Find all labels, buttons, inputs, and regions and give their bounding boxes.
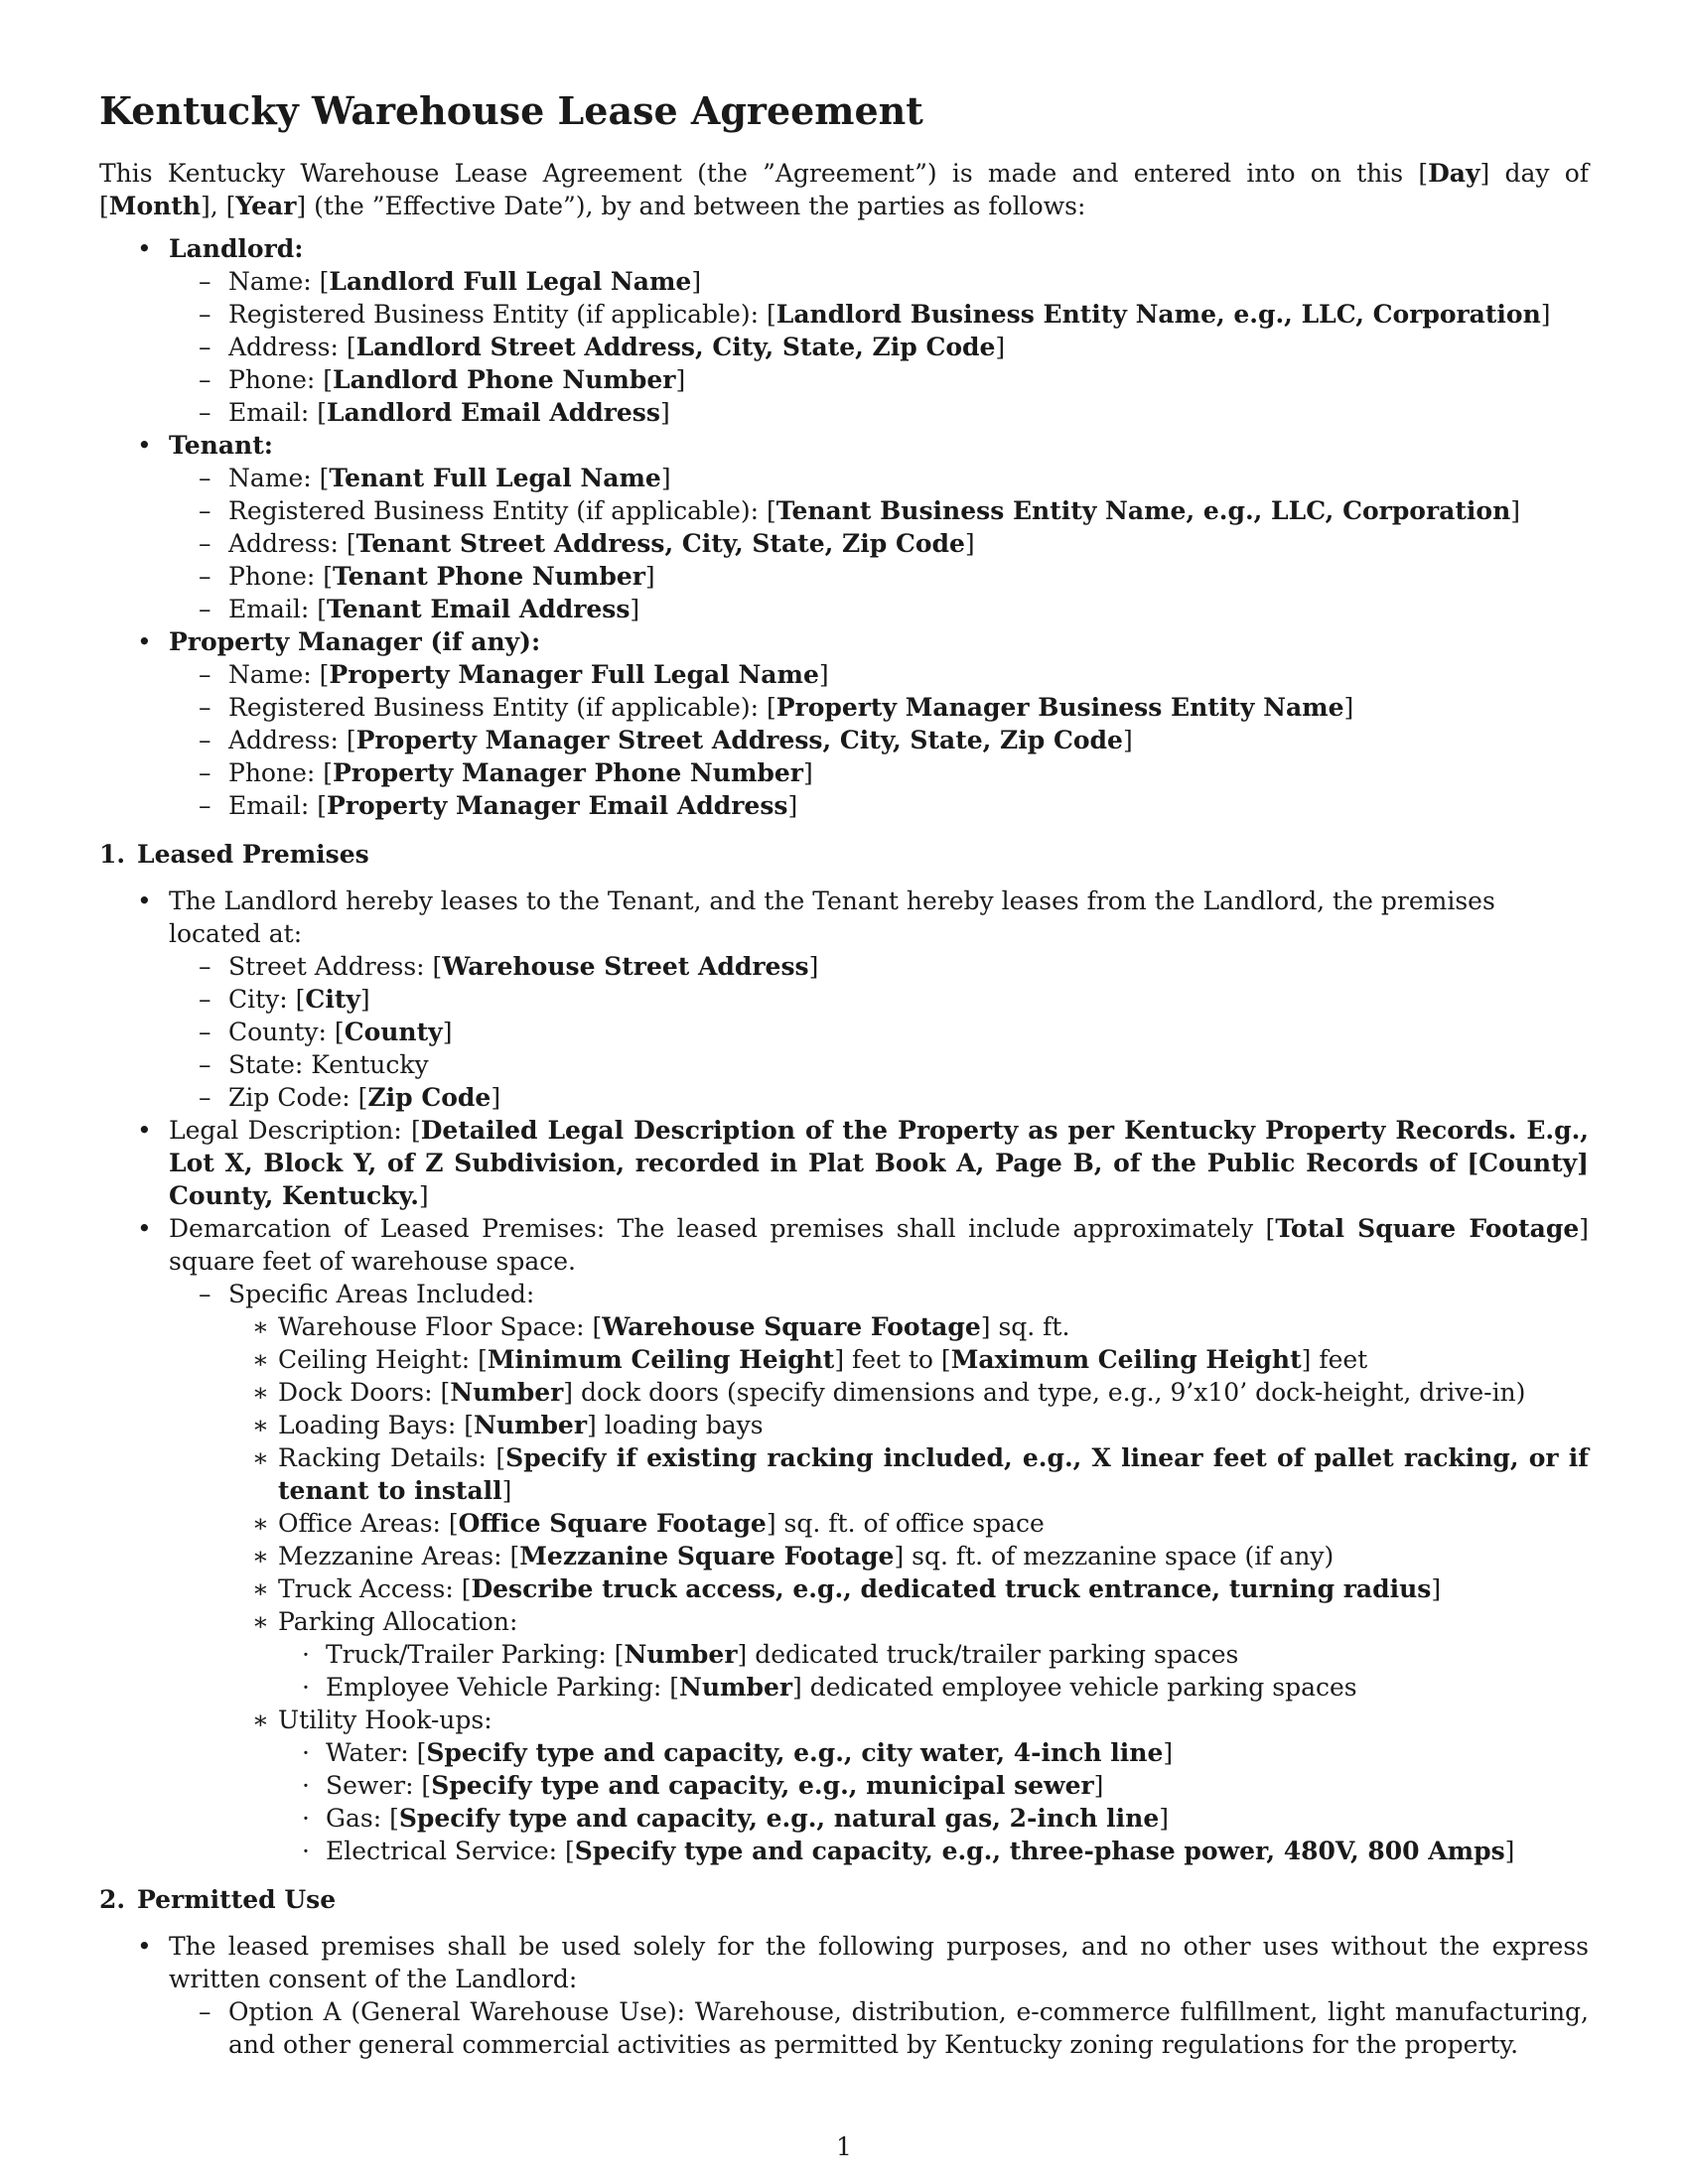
section-1-heading (99, 838, 1589, 871)
premises-address-list (169, 950, 1589, 1114)
field-label: Truck/Trailer Parking: [ (326, 1640, 625, 1669)
tenant-email (169, 593, 1589, 625)
dash-marker: – (199, 365, 211, 394)
electrical-service (278, 1835, 1589, 1867)
bracket: ] (964, 529, 975, 558)
dash-marker: – (199, 758, 211, 787)
bracket: ] (418, 1181, 429, 1210)
field-label: Dock Doors: [ (278, 1378, 451, 1407)
dash-marker: – (199, 952, 211, 981)
tenant-item (99, 429, 1589, 625)
field-label: Registered Business Entity (if applicable): [ (228, 300, 776, 329)
section-number: 1. (99, 840, 126, 869)
field-placeholder: Specify type and capacity, e.g., city water, 4-inch line (426, 1738, 1164, 1767)
field-label: Office Areas: [ (278, 1509, 459, 1538)
gas (278, 1802, 1589, 1835)
street-address (169, 950, 1589, 983)
permitted-use-text: The leased premises shall be used solely for the following purposes, and no other uses without the express written consent of the Landlord: (169, 1932, 1589, 1993)
page-number: 1 (836, 2132, 852, 2161)
bullet-marker: • (137, 887, 152, 915)
bracket: ] (1431, 1574, 1442, 1603)
bracket: ] (818, 660, 829, 689)
star-marker: ∗ (252, 1509, 269, 1538)
dash-marker: – (199, 1997, 211, 2026)
star-marker: ∗ (252, 1411, 269, 1439)
field-label: Loading Bays: [ (278, 1411, 474, 1439)
demarcation-item (99, 1212, 1589, 1867)
permitted-use-item (99, 1930, 1589, 2061)
field-label: Demarcation of Leased Premises: The leased premises shall include approximately [ (169, 1214, 1276, 1243)
field-label: Name: [ (228, 267, 330, 296)
document-page (99, 87, 1589, 2061)
field-label: Employee Vehicle Parking: [ (326, 1673, 679, 1702)
dot-marker: · (302, 1673, 310, 1702)
tenant-address (169, 527, 1589, 560)
dash-marker: – (199, 693, 211, 722)
option-text: Option A (General Warehouse Use): Warehouse, distribution, e-commerce fulfillment, light manufacturing, and other general commercial activities as permitted by Kentucky zoning regulations for the property. (228, 1997, 1589, 2059)
ceiling-height (228, 1343, 1589, 1376)
dot-marker: · (302, 1640, 310, 1669)
field-placeholder: Property Manager Email Address (326, 791, 788, 820)
field-placeholder: Specify if existing racking included, e.g., X linear feet of pallet racking, or if tenant to install (278, 1443, 1589, 1505)
dash-marker: – (199, 1018, 211, 1046)
lease-text: The Landlord hereby leases to the Tenant, and the Tenant hereby leases from the Landlord, the premises located at: (169, 887, 1495, 948)
dash-marker: – (199, 496, 211, 525)
bracket: ] (1343, 693, 1354, 722)
field-label: Gas: [ (326, 1804, 399, 1833)
manager-address (169, 724, 1589, 756)
dash-marker: – (199, 1083, 211, 1112)
field-placeholder: Office Square Footage (458, 1509, 767, 1538)
field-placeholder: Detailed Legal Description of the Property as per Kentucky Property Records. E.g., Lot X, Block Y, of Z Subdivision, recorded in Plat Book A, Page B, of the Public Records of [County] County, Kentucky. (169, 1116, 1589, 1210)
field-placeholder: Tenant Email Address (326, 595, 631, 623)
field-placeholder: Property Manager Phone Number (333, 758, 803, 787)
field-placeholder: City (305, 985, 360, 1014)
legal-description-item (99, 1114, 1589, 1212)
field-label: Address: [ (228, 726, 356, 754)
intro-paragraph (99, 157, 1589, 222)
bracket: ] (1122, 726, 1133, 754)
premises-location-item (99, 885, 1589, 1114)
bracket: ] (1093, 1771, 1104, 1800)
landlord-item (99, 232, 1589, 429)
field-placeholder: County (344, 1018, 443, 1046)
truck-access (228, 1572, 1589, 1605)
intro-text: ] day of [ (99, 159, 1590, 220)
intro-text: ], [ (201, 192, 236, 220)
field-placeholder: Mezzanine Square Footage (519, 1542, 895, 1570)
section-2-list (99, 1930, 1589, 2061)
field-tail: ] dedicated employee vehicle parking spaces (792, 1673, 1357, 1702)
field-label: Email: [ (228, 595, 327, 623)
warehouse-floor-space (228, 1310, 1589, 1343)
field-label: Utility Hook-ups: (278, 1706, 492, 1734)
bracket: ] (442, 1018, 453, 1046)
mezzanine-areas (228, 1540, 1589, 1572)
field-placeholder: Tenant Business Entity Name, e.g., LLC, Corporation (775, 496, 1511, 525)
field-placeholder: Landlord Email Address (326, 398, 660, 427)
dash-marker: – (199, 985, 211, 1014)
field-label: Address: [ (228, 529, 356, 558)
dash-marker: – (199, 300, 211, 329)
employee-vehicle-parking (278, 1671, 1589, 1704)
section-number: 2. (99, 1885, 126, 1914)
bracket: ] (660, 464, 671, 492)
bracket: ] (675, 365, 686, 394)
landlord-name (169, 265, 1589, 298)
field-placeholder: Specify type and capacity, e.g., natural gas, 2-inch line (398, 1804, 1160, 1833)
field-label: Registered Business Entity (if applicable): [ (228, 693, 776, 722)
zip-code (169, 1081, 1589, 1114)
field-placeholder: Landlord Full Legal Name (329, 267, 692, 296)
field-label: Warehouse Floor Space: [ (278, 1312, 603, 1341)
field-label: Street Address: [ (228, 952, 443, 981)
field-label: Racking Details: [ (278, 1443, 506, 1472)
star-marker: ∗ (252, 1378, 269, 1407)
tenant-details (169, 462, 1589, 625)
landlord-entity (169, 298, 1589, 331)
tenant-name (169, 462, 1589, 494)
dock-doors (228, 1376, 1589, 1409)
dash-marker: – (199, 791, 211, 820)
bullet-marker: • (137, 234, 152, 263)
landlord-phone (169, 363, 1589, 396)
field-placeholder: Warehouse Street Address (442, 952, 809, 981)
dash-marker: – (199, 333, 211, 361)
star-marker: ∗ (252, 1574, 269, 1603)
dot-marker: · (302, 1771, 310, 1800)
field-label: County: [ (228, 1018, 345, 1046)
field-label: Water: [ (326, 1738, 427, 1767)
field-tail: ] dedicated truck/trailer parking spaces (737, 1640, 1239, 1669)
field-tail: ] sq. ft. of mezzanine space (if any) (894, 1542, 1335, 1570)
field-label: Email: [ (228, 791, 327, 820)
areas-list (169, 1278, 1589, 1867)
field-placeholder: Number (473, 1411, 588, 1439)
dot-marker: · (302, 1837, 310, 1865)
bracket: ] (659, 398, 670, 427)
dash-marker: – (199, 595, 211, 623)
sewer (278, 1769, 1589, 1802)
office-areas (228, 1507, 1589, 1540)
bracket: ] (1159, 1804, 1170, 1833)
bracket: ] (1540, 300, 1551, 329)
state (169, 1048, 1589, 1081)
document-title: Kentucky Warehouse Lease Agreement (99, 88, 923, 133)
section-2-heading (99, 1883, 1589, 1916)
county (169, 1016, 1589, 1048)
field-label: Name: [ (228, 660, 330, 689)
dash-marker: – (199, 464, 211, 492)
field-placeholder: Tenant Full Legal Name (329, 464, 661, 492)
city (169, 983, 1589, 1016)
bullet-marker: • (137, 1214, 152, 1243)
dash-marker: – (199, 660, 211, 689)
racking-details (228, 1441, 1589, 1507)
landlord-details (169, 265, 1589, 429)
star-marker: ∗ (252, 1706, 269, 1734)
field-label: Phone: [ (228, 365, 333, 394)
field-placeholder: Number (624, 1640, 738, 1669)
demarcation-text (169, 1212, 1589, 1278)
water (278, 1736, 1589, 1769)
utility-list (278, 1736, 1589, 1867)
tenant-heading: Tenant: (169, 431, 273, 460)
field-label: Name: [ (228, 464, 330, 492)
loading-bays (228, 1409, 1589, 1441)
option-a (169, 1995, 1589, 2061)
specific-areas-item (169, 1278, 1589, 1867)
manager-email (169, 789, 1589, 822)
field-label: Registered Business Entity (if applicable): [ (228, 496, 776, 525)
section-title: Leased Premises (137, 840, 369, 869)
field-placeholder: Property Manager Business Entity Name (775, 693, 1344, 722)
field-label: Legal Description: [ (169, 1116, 421, 1145)
bracket: ] (787, 791, 798, 820)
field-placeholder: Number (450, 1378, 564, 1407)
field-placeholder: Warehouse Square Footage (602, 1312, 981, 1341)
star-marker: ∗ (252, 1542, 269, 1570)
field-placeholder: Landlord Phone Number (333, 365, 676, 394)
field-placeholder: Specify type and capacity, e.g., municipal sewer (431, 1771, 1094, 1800)
field-label: Truck Access: [ (278, 1574, 472, 1603)
dash-marker: – (199, 1280, 211, 1308)
star-marker: ∗ (252, 1607, 269, 1636)
bracket: ] (995, 333, 1006, 361)
manager-entity (169, 691, 1589, 724)
field-label: Parking Allocation: (278, 1607, 518, 1636)
dash-marker: – (199, 529, 211, 558)
field-tail: ] square feet of warehouse space. (169, 1214, 1589, 1276)
field-placeholder: Specify type and capacity, e.g., three-phase power, 480V, 800 Amps (574, 1837, 1505, 1865)
bracket: ] (1510, 496, 1521, 525)
bracket: ] (691, 267, 702, 296)
field-placeholder: Maximum Ceiling Height (950, 1345, 1302, 1374)
field-placeholder: Describe truck access, e.g., dedicated truck entrance, turning radius (471, 1574, 1432, 1603)
field-placeholder: Tenant Street Address, City, State, Zip Code (355, 529, 965, 558)
manager-name (169, 658, 1589, 691)
dash-marker: – (199, 1050, 211, 1079)
bracket: ] (501, 1476, 512, 1505)
field-placeholder: Minimum Ceiling Height (487, 1345, 835, 1374)
dash-marker: – (199, 398, 211, 427)
field-label: Phone: [ (228, 758, 333, 787)
field-placeholder: Number (678, 1673, 793, 1702)
field-placeholder: Tenant Phone Number (333, 562, 645, 591)
field-placeholder: Zip Code (367, 1083, 492, 1112)
landlord-email (169, 396, 1589, 429)
landlord-heading: Landlord: (169, 234, 304, 263)
landlord-address (169, 331, 1589, 363)
field-placeholder: Landlord Business Entity Name, e.g., LLC, Corporation (775, 300, 1541, 329)
section-1-list (99, 885, 1589, 1867)
field-tail: ] sq. ft. of office space (766, 1509, 1045, 1538)
parking-list (278, 1638, 1589, 1704)
star-marker: ∗ (252, 1345, 269, 1374)
bullet-marker: • (137, 1932, 152, 1961)
field-label: Specific Areas Included: (228, 1280, 535, 1308)
dash-marker: – (199, 726, 211, 754)
bracket: ] (630, 595, 640, 623)
field-label: Zip Code: [ (228, 1083, 368, 1112)
field-label: State: Kentucky (228, 1050, 429, 1079)
field-label: City: [ (228, 985, 306, 1014)
dot-marker: · (302, 1804, 310, 1833)
field-label: Phone: [ (228, 562, 333, 591)
bracket: ] (359, 985, 370, 1014)
manager-phone (169, 756, 1589, 789)
parking-allocation (228, 1605, 1589, 1704)
bullet-marker: • (137, 1116, 152, 1145)
bullet-marker: • (137, 431, 152, 460)
specific-areas-list (228, 1310, 1589, 1867)
day-placeholder: Day (1428, 159, 1480, 188)
intro-text: ] (the ”Effective Date”), by and between the parties as follows: (296, 192, 1086, 220)
field-label: Mezzanine Areas: [ (278, 1542, 520, 1570)
field-placeholder: Landlord Street Address, City, State, Zip Code (355, 333, 996, 361)
field-tail: ] feet to [ (834, 1345, 951, 1374)
bracket: ] (644, 562, 655, 591)
star-marker: ∗ (252, 1312, 269, 1341)
bracket: ] (1163, 1738, 1174, 1767)
star-marker: ∗ (252, 1443, 269, 1472)
field-tail: ] loading bays (587, 1411, 764, 1439)
property-manager-details (169, 658, 1589, 822)
dash-marker: – (199, 562, 211, 591)
use-options-list (169, 1995, 1589, 2061)
parties-list (99, 232, 1589, 822)
field-label: Email: [ (228, 398, 327, 427)
dash-marker: – (199, 267, 211, 296)
field-placeholder: Total Square Footage (1275, 1214, 1580, 1243)
bullet-marker: • (137, 627, 152, 656)
field-tail: ] dock doors (specify dimensions and type, e.g., 9’x10’ dock-height, drive-in) (563, 1378, 1526, 1407)
field-label: Sewer: [ (326, 1771, 432, 1800)
bracket: ] (491, 1083, 501, 1112)
truck-trailer-parking (278, 1638, 1589, 1671)
bracket: ] (802, 758, 813, 787)
tenant-phone (169, 560, 1589, 593)
field-placeholder: Property Manager Street Address, City, State, Zip Code (355, 726, 1123, 754)
intro-text: This Kentucky Warehouse Lease Agreement (the ”Agreement”) is made and entered into on this [ (99, 159, 1429, 188)
field-label: Electrical Service: [ (326, 1837, 575, 1865)
year-placeholder: Year (235, 192, 297, 220)
field-tail: ] feet (1301, 1345, 1368, 1374)
property-manager-item (99, 625, 1589, 822)
field-label: Address: [ (228, 333, 356, 361)
month-placeholder: Month (108, 192, 202, 220)
field-tail: ] sq. ft. (980, 1312, 1070, 1341)
bracket: ] (1504, 1837, 1515, 1865)
section-title: Permitted Use (137, 1885, 337, 1914)
field-placeholder: Property Manager Full Legal Name (329, 660, 819, 689)
property-manager-heading: Property Manager (if any): (169, 627, 541, 656)
tenant-entity (169, 494, 1589, 527)
dot-marker: · (302, 1738, 310, 1767)
bracket: ] (808, 952, 819, 981)
utility-hookups (228, 1704, 1589, 1867)
field-label: Ceiling Height: [ (278, 1345, 488, 1374)
